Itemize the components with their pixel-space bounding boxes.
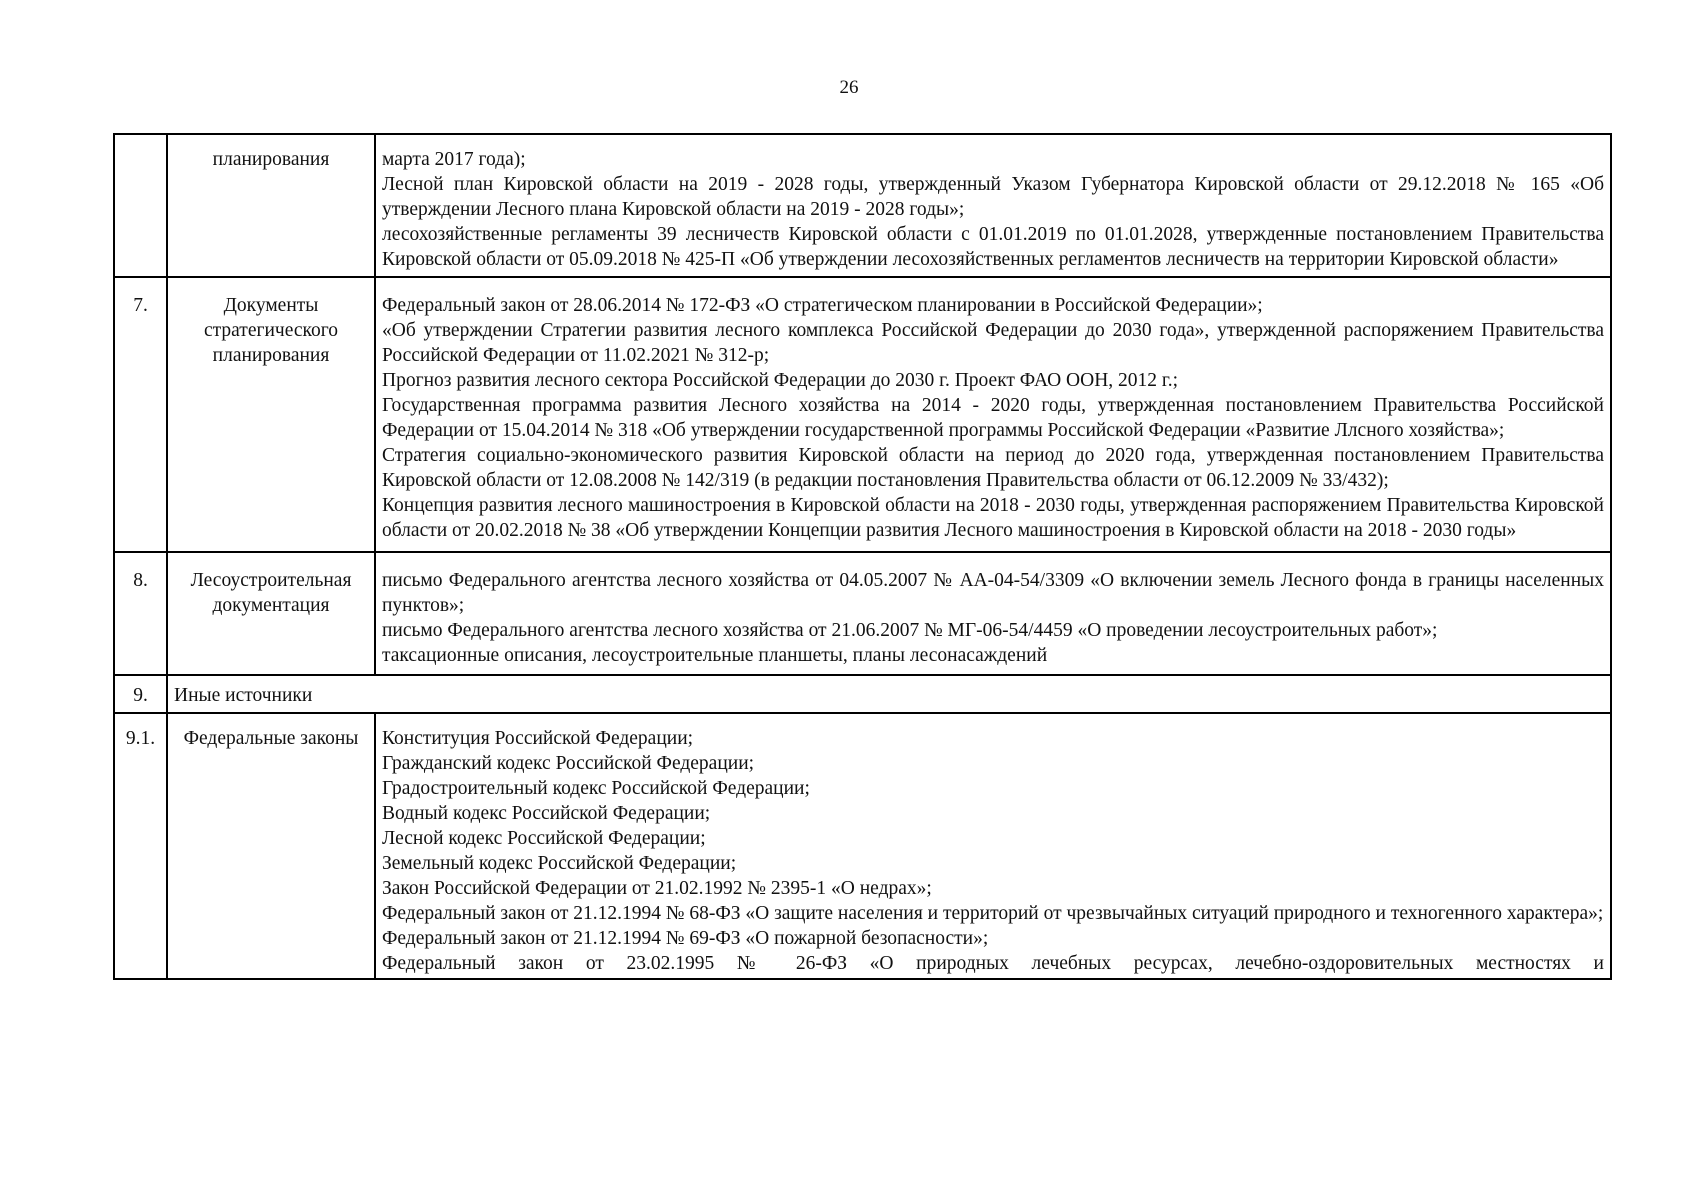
row-category: Иные источники [167, 675, 1611, 713]
table-row [114, 675, 1611, 713]
table-row [114, 277, 1611, 552]
list-item: письмо Федерального агентства лесного хозяйства от 04.05.2007 № АА-04-54/3309 «О включении земель Лесного фонда в границы населенных пунктов»; [382, 570, 1604, 616]
row-number: 7. [114, 277, 167, 552]
list-item: Конституция Российской Федерации; [382, 728, 694, 749]
table-row [114, 134, 1611, 277]
row-category: Федеральные законы [167, 713, 375, 979]
row-content [375, 134, 1611, 277]
list-item: Прогноз развития лесного сектора Российской Федерации до 2030 г. Проект ФАО ООН, 2012 г.; [382, 370, 1179, 391]
list-item: лесохозяйственные регламенты 39 лесничеств Кировской области с 01.01.2019 по 01.01.2028, утвержденные постановлением Правительства Кировской области от 05.09.2018 № 425-П «Об утверждении лесохозяйственных регламентов лесничеств на территории Кировской области» [382, 224, 1604, 270]
list-item: Государственная программа развития Лесного хозяйства на 2014 - 2020 годы, утвержденная постановлением Правительства Российской Федерации от 15.04.2014 № 318 «Об утверждении государственной программы Российской Федерации «Развитие Ллсного хозяйства»; [382, 395, 1604, 441]
table-row [114, 552, 1611, 675]
row-content [375, 713, 1611, 979]
list-item: «Об утверждении Стратегии развития лесного комплекса Российской Федерации до 2030 года», утвержденной распоряжением Правительства Российской Федерации от 11.02.2021 № 312-р; [382, 320, 1604, 366]
list-item: Закон Российской Федерации от 21.02.1992 № 2395-1 «О недрах»; [382, 878, 932, 899]
row-number: 8. [114, 552, 167, 675]
row-number: 9.1. [114, 713, 167, 979]
list-item: Федеральный закон от 28.06.2014 № 172-ФЗ «О стратегическом планировании в Российской Федерации»; [382, 295, 1263, 316]
row-number [114, 134, 167, 277]
list-item: письмо Федерального агентства лесного хозяйства от 21.06.2007 № МГ-06-54/4459 «О проведении лесоустроительных работ»; [382, 620, 1438, 641]
row-number: 9. [114, 675, 167, 713]
page-number: 26 [839, 77, 859, 98]
list-item: Земельный кодекс Российской Федерации; [382, 853, 737, 874]
list-item: Гражданский кодекс Российской Федерации; [382, 753, 755, 774]
list-item: Федеральный закон от 23.02.1995 № 26-ФЗ «О природных лечебных ресурсах, лечебно-оздоровительных местностях и [382, 953, 1604, 974]
list-item: Стратегия социально-экономического развития Кировской области на период до 2020 года, утвержденная постановлением Правительства Кировской области от 12.08.2008 № 142/319 (в редакции постановления Правительства области от 06.12.2009 № 33/432); [382, 445, 1604, 491]
row-content [375, 552, 1611, 675]
table-row [114, 713, 1611, 979]
list-item: Лесной план Кировской области на 2019 - 2028 годы, утвержденный Указом Губернатора Кировской области от 29.12.2018 № 165 «Об утверждении Лесного плана Кировской области на 2019 - 2028 годы»; [382, 174, 1604, 220]
row-category: Документы стратегического планирования [167, 277, 375, 552]
list-item: Лесной кодекс Российской Федерации; [382, 828, 706, 849]
list-item: таксационные описания, лесоустроительные планшеты, планы лесонасаждений [382, 645, 1048, 666]
list-item: Федеральный закон от 21.12.1994 № 68-ФЗ «О защите населения и территорий от чрезвычайных ситуаций природного и техногенного характера»; [382, 903, 1604, 924]
row-content [375, 277, 1611, 552]
list-item: Федеральный закон от 21.12.1994 № 69-ФЗ «О пожарной безопасности»; [382, 928, 989, 949]
list-item: Градостроительный кодекс Российской Федерации; [382, 778, 810, 799]
row-category: Лесоустроительная документация [167, 552, 375, 675]
list-item: Концепция развития лесного машиностроения в Кировской области на 2018 - 2030 годы, утвержденная распоряжением Правительства Кировской области от 20.02.2018 № 38 «Об утверждении Концепции развития Лесного машиностроения в Кировской области на 2018 - 2030 годы» [382, 495, 1604, 541]
sources-table [113, 133, 1612, 980]
list-item: Водный кодекс Российской Федерации; [382, 803, 711, 824]
list-item: марта 2017 года); [382, 149, 526, 170]
row-category: планирования [167, 134, 375, 277]
